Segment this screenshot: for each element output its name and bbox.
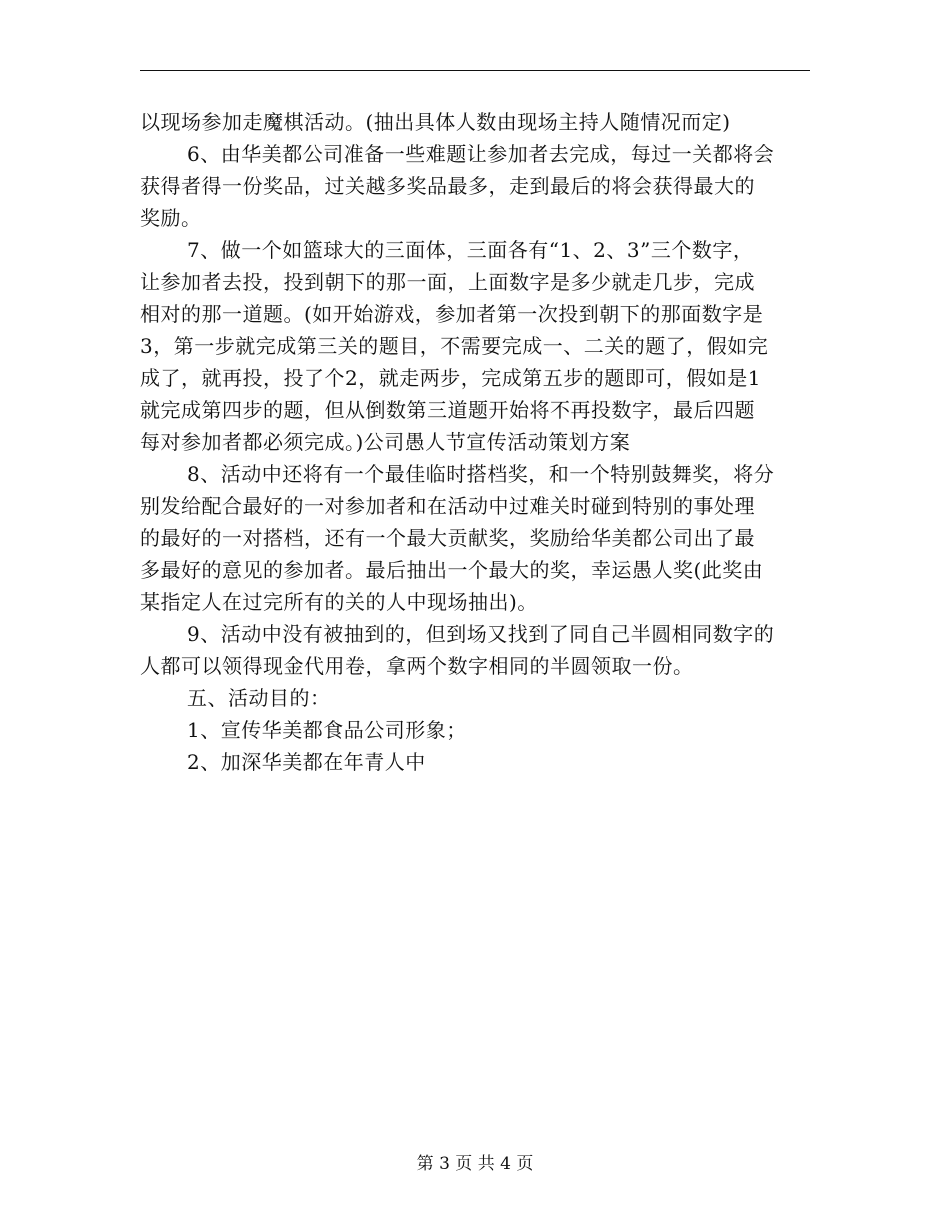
text-line: 的最好的一对搭档，还有一个最大贡献奖，奖励给华美都公司出了最 xyxy=(140,526,755,550)
header-rule xyxy=(140,70,810,71)
text-line: 2、加深华美都在年青人中 xyxy=(187,750,426,774)
text-line: 7、做一个如篮球大的三面体，三面各有“1、2、3”三个数字， xyxy=(187,238,754,262)
text-line: 6、由华美都公司准备一些难题让参加者去完成，每过一关都将会 xyxy=(187,142,775,166)
page-number-footer: 第 3 页 共 4 页 xyxy=(416,1154,534,1174)
text-line: 多最好的意见的参加者。最后抽出一个最大的奖，幸运愚人奖(此奖由 xyxy=(140,558,764,582)
text-line: 人都可以领得现金代用卷，拿两个数字相同的半圆领取一份。 xyxy=(140,654,694,678)
text-line: 每对参加者都必须完成。)公司愚人节宣传活动策划方案 xyxy=(140,430,631,454)
text-line: 成了，就再投，投了个2，就走两步，完成第五步的题即可，假如是1 xyxy=(140,366,761,390)
text-line: 某指定人在过完所有的关的人中现场抽出)。 xyxy=(140,590,538,614)
text-line: 9、活动中没有被抽到的，但到场又找到了同自己半圆相同数字的 xyxy=(187,622,775,646)
text-line: 获得者得一份奖品，过关越多奖品最多，走到最后的将会获得最大的 xyxy=(140,174,755,198)
text-line: 1、宣传华美都食品公司形象； xyxy=(187,718,467,742)
document-body xyxy=(140,106,820,778)
text-line: 别发给配合最好的一对参加者和在活动中过难关时碰到特别的事处理 xyxy=(140,494,755,518)
text-line: 让参加者去投，投到朝下的那一面，上面数字是多少就走几步，完成 xyxy=(140,270,755,294)
text-line: 相对的那一道题。(如开始游戏，参加者第一次投到朝下的那面数字是 xyxy=(140,302,764,326)
text-line: 五、活动目的： xyxy=(187,686,331,710)
text-line: 3，第一步就完成第三关的题目，不需要完成一、二关的题了，假如完 xyxy=(140,334,769,358)
text-line: 奖励。 xyxy=(140,206,202,230)
text-line: 以现场参加走魔棋活动。(抽出具体人数由现场主持人随情况而定) xyxy=(140,110,731,134)
text-line: 8、活动中还将有一个最佳临时搭档奖，和一个特别鼓舞奖，将分 xyxy=(187,462,775,486)
text-line: 就完成第四步的题，但从倒数第三道题开始将不再投数字，最后四题 xyxy=(140,398,755,422)
